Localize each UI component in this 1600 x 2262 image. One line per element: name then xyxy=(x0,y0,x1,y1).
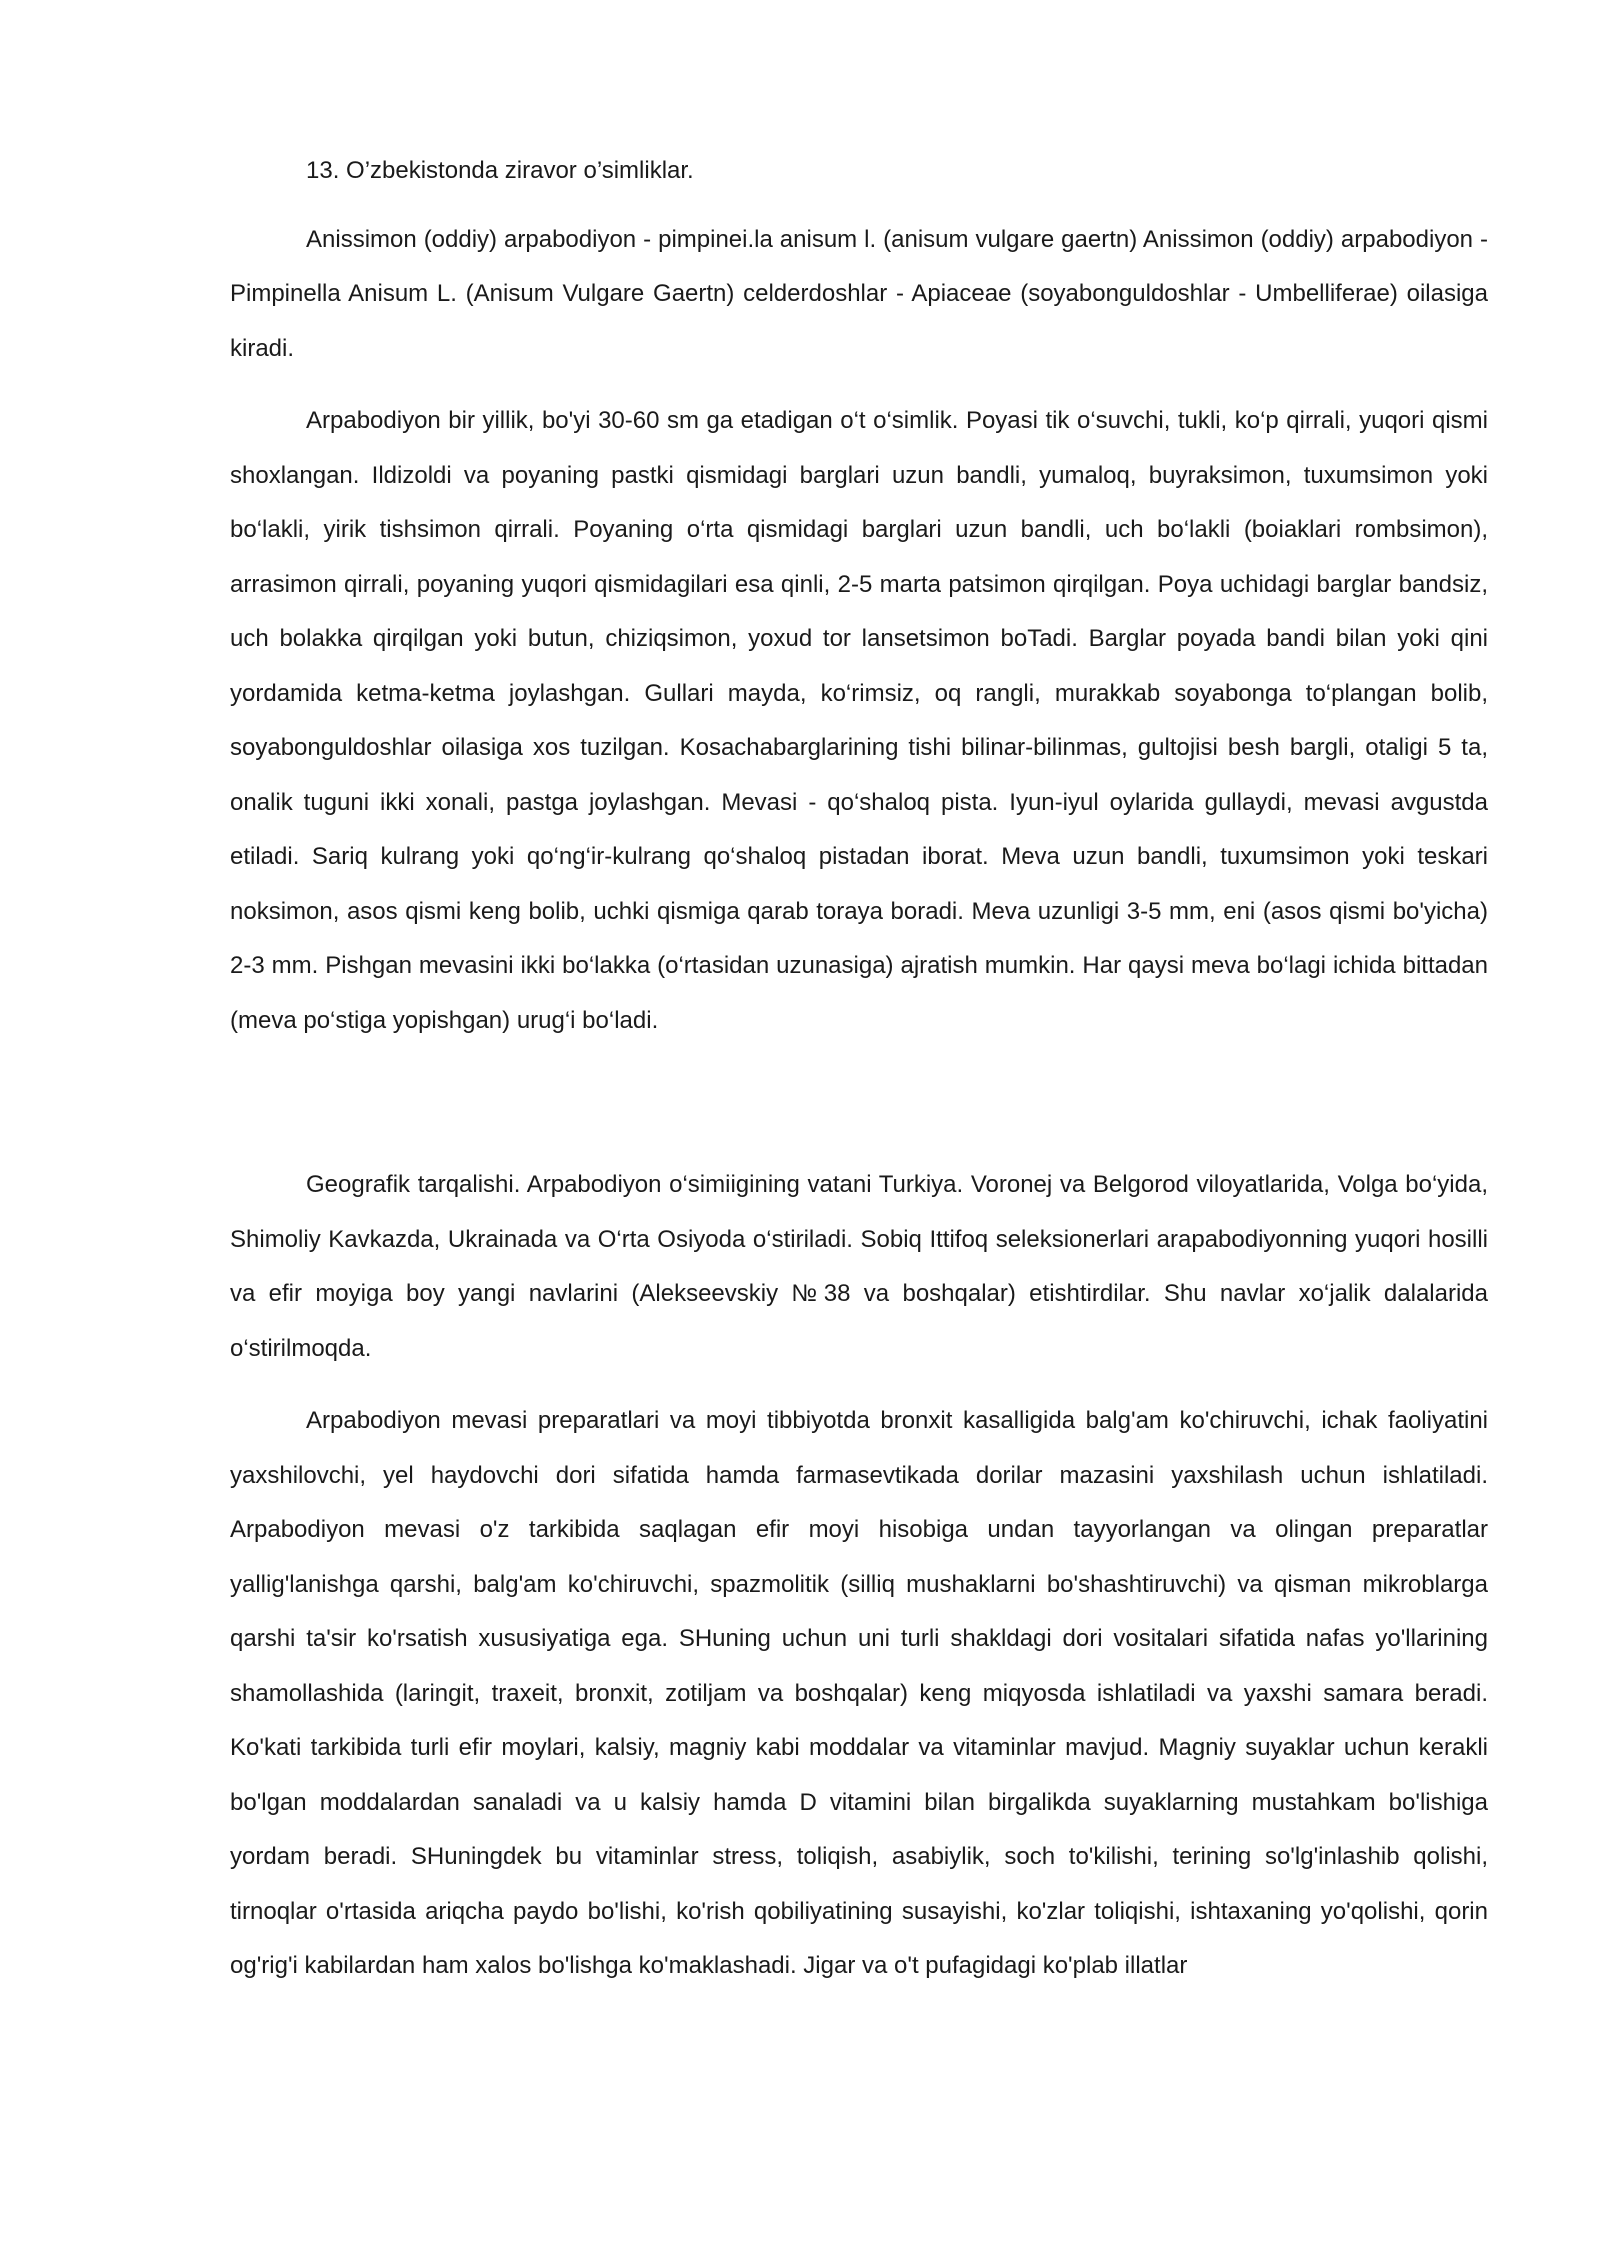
section-heading: 13. O’zbekistonda ziravor o’simliklar. xyxy=(306,157,694,184)
paragraph-spacer xyxy=(230,1376,1488,1394)
document-body xyxy=(230,144,1488,1994)
paragraph-medical-use: Arpabodiyon mevasi preparatlari va moyi tibbiyotda bronxit kasalligida balg'am ko'chiruvchi, ichak faoliyatini yaxshilovchi, yel haydovchi dori sifatida hamda farmasevtikada dorilar mazasini yaxshilash uchun ishlatiladi. Arpabodiyon mevasi o'z tarkibida saqlagan efir moyi hisobiga undan tayyorlangan va olingan preparatlar yallig'lanishga qarshi, balg'am ko'chiruvchi, spazmolitik (silliq mushaklarni bo'shashtiruvchi) va qisman mikroblarga qarshi ta'sir ko'rsatish xususiyatiga ega. SHuning uchun uni turli shakldagi dori vositalari sifatida nafas yo'llarining shamollashida (laringit, traxeit, bronxit, zotiljam va boshqalar) keng miqyosda ishlatiladi va yaxshi samara beradi. Ko'kati tarkibida turli efir moylari, kalsiy, magniy kabi moddalar va vitaminlar mavjud. Magniy suyaklar uchun kerakli bo'lgan moddalardan sanaladi va u kalsiy hamda D vitamini bilan birgalikda suyaklarning mustahkam bo'lishiga yordam beradi. SHuningdek bu vitaminlar stress, toliqish, asabiylik, soch to'kilishi, terining so'lg'inlashib qolishi, tirnoqlar o'rtasida ariqcha paydo bo'lishi, ko'rish qobiliyatining susayishi, ko'zlar toliqishi, ishtaxaning yo'qolishi, qorin og'rig'i kabilardan ham xalos bo'lishga ko'maklashadi. Jigar va o't pufagidagi ko'plab illatlar xyxy=(230,1407,1488,1979)
paragraph-description: Arpabodiyon bir yillik, bo'yi 30-60 sm ga etadigan o‘t o‘simlik. Poyasi tik o‘suvchi, tukli, ko‘p qirrali, yuqori qismi shoxlangan. Ildizoldi va poyaning pastki qismidagi barglari uzun bandli, yumaloq, buyraksimon, tuxumsimon yoki bo‘lakli, yirik tishsimon qirrali. Poyaning o‘rta qismidagi barglari uzun bandli, uch bo‘lakli (boiaklari rombsimon), arrasimon qirrali, poyaning yuqori qismidagilari esa qinli, 2-5 marta patsimon qirqilgan. Poya uchidagi barglar bandsiz, uch bolakka qirqilgan yoki butun, chiziqsimon, yoxud tor lansetsimon boTadi. Barglar poyada bandi bilan yoki qini yordamida ketma-ketma joylashgan. Gullari mayda, ko‘rimsiz, oq rangli, murakkab soyabonga to‘plangan bolib, soyabonguldoshlar oilasiga xos tuzilgan. Kosachabarglarining tishi bilinar-bilinmas, gultojisi besh bargli, otaligi 5 ta, onalik tuguni ikki xonali, pastga joylashgan. Mevasi - qo‘shaloq pista. Iyun-iyul oylarida gullaydi, mevasi avgustda etiladi. Sariq kulrang yoki qo‘ng‘ir-kulrang qo‘shaloq pistadan iborat. Meva uzun bandli, tuxumsimon yoki teskari noksimon, asos qismi keng bolib, uchki qismiga qarab toraya boradi. Meva uzunligi 3-5 mm, eni (asos qismi bo'yicha) 2-3 mm. Pishgan mevasini ikki bo‘lakka (o‘rtasidan uzunasiga) ajratish mumkin. Har qaysi meva bo‘lagi ichida bittadan (meva po‘stiga yopishgan) urug‘i bo‘ladi. xyxy=(230,407,1488,1034)
paragraph-spacer xyxy=(230,376,1488,394)
paragraph-taxonomy: Anissimon (oddiy) arpabodiyon - pimpinei.la anisum l. (anisum vulgare gaertn) Anissimon (oddiy) arpabodiyon - Pimpinella Anisum L. (Anisum Vulgare Gaertn) celderdoshlar - Apiaceae (soyabonguldoshlar - Umbelliferae) oilasiga kiradi. xyxy=(230,225,1488,362)
paragraph-spacer-large xyxy=(230,1048,1488,1158)
paragraph-geography: Geografik tarqalishi. Arpabodiyon o‘simiigining vatani Turkiya. Voronej va Belgorod viloyatlarida, Volga bo‘yida, Shimoliy Kavkazda, Ukrainada va O‘rta Osiyoda o‘stiriladi. Sobiq Ittifoq seleksionerlari arapabodiyonning yuqori hosilli va efir moyiga boy yangi navlarini (Alekseevskiy №38 va boshqalar) etishtirdilar. Shu navlar xo‘jalik dalalarida o‘stirilmoqda. xyxy=(230,1171,1488,1362)
